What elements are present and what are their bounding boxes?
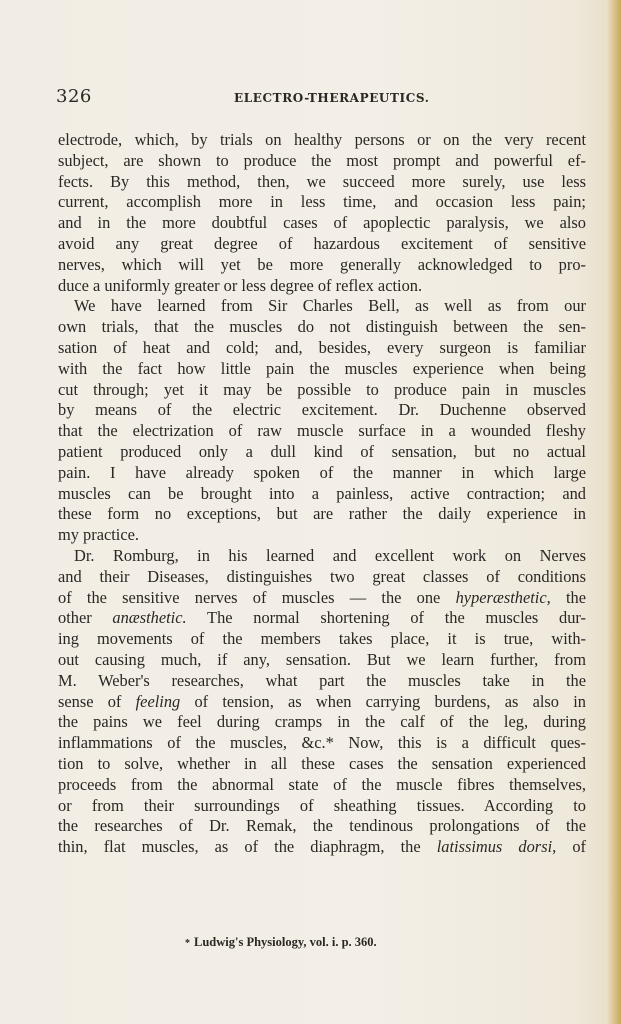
- text-line: pain. I have already spoken of the manner in which large: [58, 462, 586, 482]
- text-line: electrode, which, by trials on healthy persons or on the very recent: [58, 130, 586, 149]
- text-line: proceeds from the abnormal state of the muscle fibres themselves,: [58, 774, 586, 794]
- text-line: muscles can be brought into a painless, active contraction; and: [58, 483, 586, 503]
- text-line: by means of the electric excitement. Dr. Duchenne observed: [58, 400, 586, 420]
- italic-term: hyperæsthetic,: [455, 587, 551, 607]
- text-line: and in the more doubtful cases of apoplectic paralysis, we also: [58, 213, 586, 233]
- page-edge: [607, 0, 621, 1024]
- text-line: inflammations of the muscles, &c.* Now, this is a difficult ques-: [58, 733, 586, 753]
- text-line: these form no exceptions, but are rather the daily experience in: [58, 504, 586, 524]
- text-line: out causing much, if any, sensation. But we learn further, from: [58, 649, 586, 669]
- text-line: [58, 692, 586, 713]
- running-head: ELECTRO-THERAPEUTICS.: [234, 91, 430, 105]
- text-run: the: [550, 587, 587, 607]
- text-line: nerves, which will yet be more generally acknowledged to pro-: [58, 254, 586, 274]
- text-line: [58, 588, 586, 609]
- text-line: avoid any great degree of hazardous excitement of sensitive: [58, 233, 586, 253]
- text-line: duce a uniformly greater or less degree of reflex action.: [58, 275, 423, 295]
- text-line: or from their surroundings of sheathing tissues. According to: [58, 795, 586, 815]
- text-line: We have learned from Sir Charles Bell, as well as from our: [74, 296, 586, 316]
- text-line: [58, 608, 586, 629]
- text-line: that the electrization of raw muscle surface in a wounded fleshy: [58, 421, 586, 441]
- text-line: [58, 837, 586, 858]
- body-text: [58, 130, 586, 858]
- text-run: of: [556, 837, 586, 857]
- text-line: patient produced only a dull kind of sensation, but no actual: [58, 441, 586, 461]
- text-line: subject, are shown to produce the most prompt and powerful ef-: [58, 150, 586, 170]
- text-line: the researches of Dr. Remak, the tendinous prolongations of the: [58, 816, 586, 836]
- text-line: sation of heat and cold; and, besides, every surgeon is familiar: [58, 337, 586, 357]
- text-line: the pains we feel during cramps in the calf of the leg, during: [58, 712, 586, 732]
- text-run: other: [58, 608, 113, 628]
- text-line: own trials, that the muscles do not distinguish between the sen-: [58, 317, 586, 337]
- text-line: with the fact how little pain the muscles experience when being: [58, 358, 586, 378]
- text-line: and their Diseases, distinguishes two great classes of conditions: [58, 566, 586, 586]
- footnote-text: Ludwig's Physiology, vol. i. p. 360.: [194, 935, 377, 949]
- italic-term: latissimus dorsi,: [436, 837, 557, 857]
- italic-term: feeling: [135, 691, 181, 711]
- page-header: [56, 86, 576, 110]
- text-line: my practice.: [58, 525, 140, 545]
- text-line: current, accomplish more in less time, and occasion less pain;: [58, 192, 586, 212]
- text-run: of tension, as when carrying burdens, as also in: [180, 691, 586, 711]
- text-run: of the sensitive nerves of muscles — the one: [58, 587, 456, 607]
- italic-term: anæsthetic.: [112, 608, 187, 628]
- text-line: cut through; yet it may be possible to produce pain in muscles: [58, 379, 586, 399]
- footnote-mark: *: [185, 938, 190, 949]
- text-run: The normal shortening of the muscles dur-: [186, 608, 586, 628]
- page-number: 326: [56, 86, 92, 107]
- text-run: thin, flat muscles, as of the diaphragm, the: [58, 837, 437, 857]
- footnote: [185, 935, 377, 950]
- text-run: sense of: [58, 691, 136, 711]
- text-line: M. Weber's researches, what part the muscles take in the: [58, 670, 586, 690]
- text-line: ing movements of the members takes place, it is true, with-: [58, 629, 586, 649]
- text-line: tion to solve, whether in all these cases the sensation experienced: [58, 753, 586, 773]
- text-line: Dr. Romburg, in his learned and excellent work on Nerves: [74, 545, 586, 565]
- text-line: fects. By this method, then, we succeed more surely, use less: [58, 171, 586, 191]
